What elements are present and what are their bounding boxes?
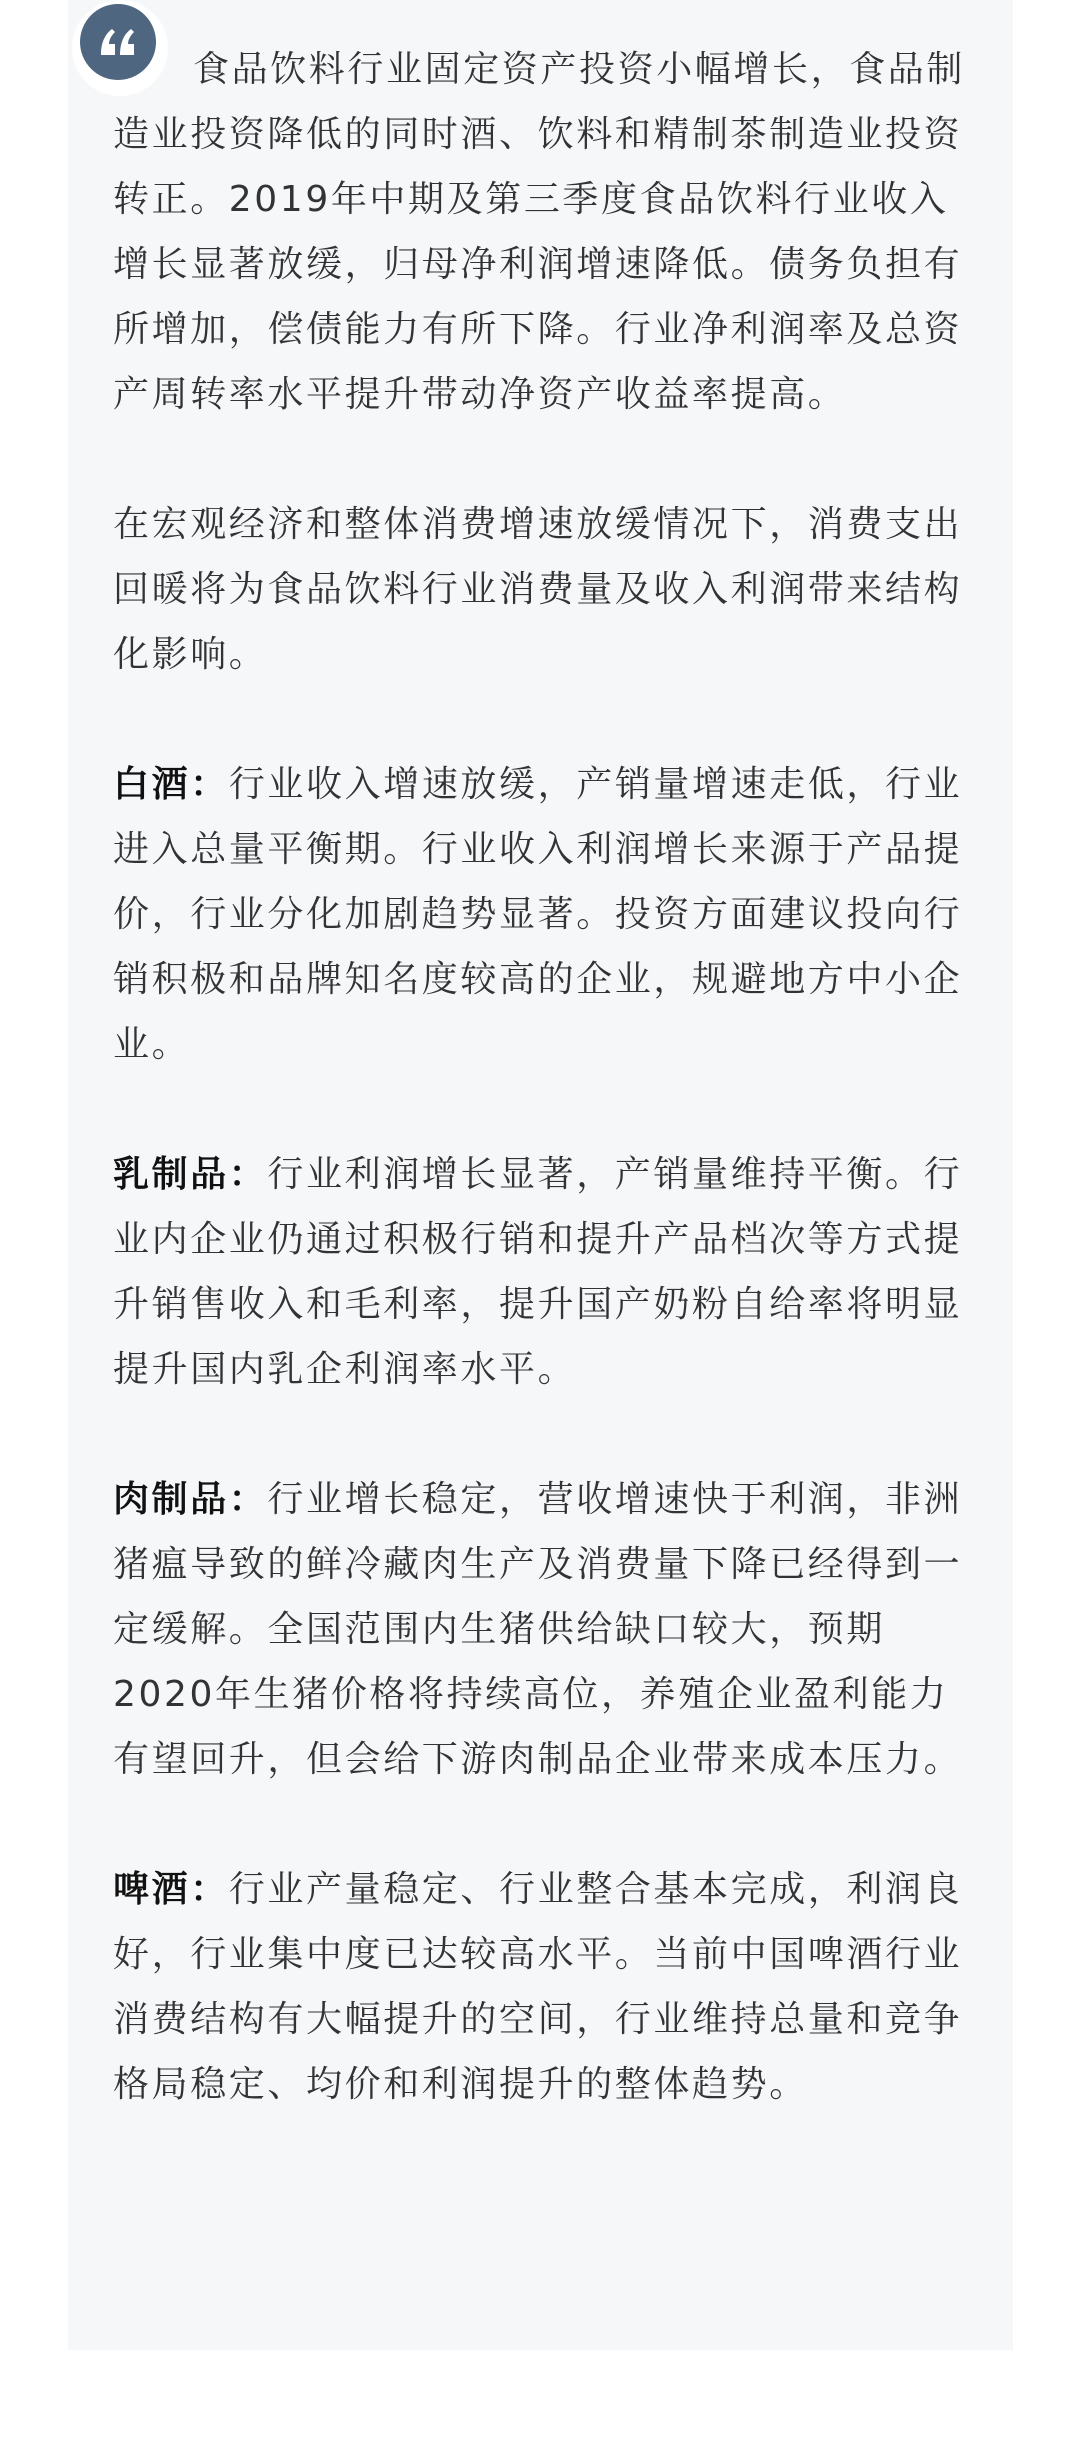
paragraph-beer <box>113 1857 973 2117</box>
paragraph-text: 食品饮料行业固定资产投资小幅增长，食品制造业投资降低的同时酒、饮料和精制茶制造业投资转正。2019年中期及第三季度食品饮料行业收入增长显著放缓，归母净利润增速降低。债务负担有所增加，偿债能力有所下降。行业净利润率及总资产周转率水平提升带动净资产收益率提高。 <box>113 49 966 415</box>
paragraph-text: 行业利润增长显著，产销量维持平衡。行业内企业仍通过积极行销和提升产品档次等方式提升销售收入和毛利率，提升国产奶粉自给率将明显提升国内乳企利润率水平。 <box>113 1154 963 1390</box>
paragraph-text: 行业收入增速放缓，产销量增速走低，行业进入总量平衡期。行业收入利润增长来源于产品提价，行业分化加剧趋势显著。投资方面建议投向行销积极和品牌知名度较高的企业，规避地方中小企业。 <box>113 764 963 1065</box>
paragraph-text: 在宏观经济和整体消费增速放缓情况下，消费支出回暖将为食品饮料行业消费量及收入利润带来结构化影响。 <box>113 504 963 675</box>
quote-content <box>113 37 973 2117</box>
paragraph-lead: 啤酒： <box>113 1869 229 1910</box>
paragraph-baijiu <box>113 752 973 1077</box>
paragraph-text: 行业产量稳定、行业整合基本完成，利润良好，行业集中度已达较高水平。当前中国啤酒行业消费结构有大幅提升的空间，行业维持总量和竞争格局稳定、均价和利润提升的整体趋势。 <box>113 1869 963 2105</box>
paragraph-lead: 肉制品： <box>113 1479 268 1520</box>
paragraph-overview <box>113 37 973 427</box>
paragraph-meat <box>113 1467 973 1792</box>
paragraph-dairy <box>113 1142 973 1402</box>
paragraph-text: 行业增长稳定，营收增速快于利润，非洲猪瘟导致的鲜冷藏肉生产及消费量下降已经得到一定缓解。全国范围内生猪供给缺口较大，预期2020年生猪价格将持续高位，养殖企业盈利能力有望回升，但会给下游肉制品企业带来成本压力。 <box>113 1479 963 1780</box>
paragraph-lead: 乳制品： <box>113 1154 268 1195</box>
paragraph-lead: 白酒： <box>113 764 229 805</box>
paragraph-consumption <box>113 492 973 687</box>
